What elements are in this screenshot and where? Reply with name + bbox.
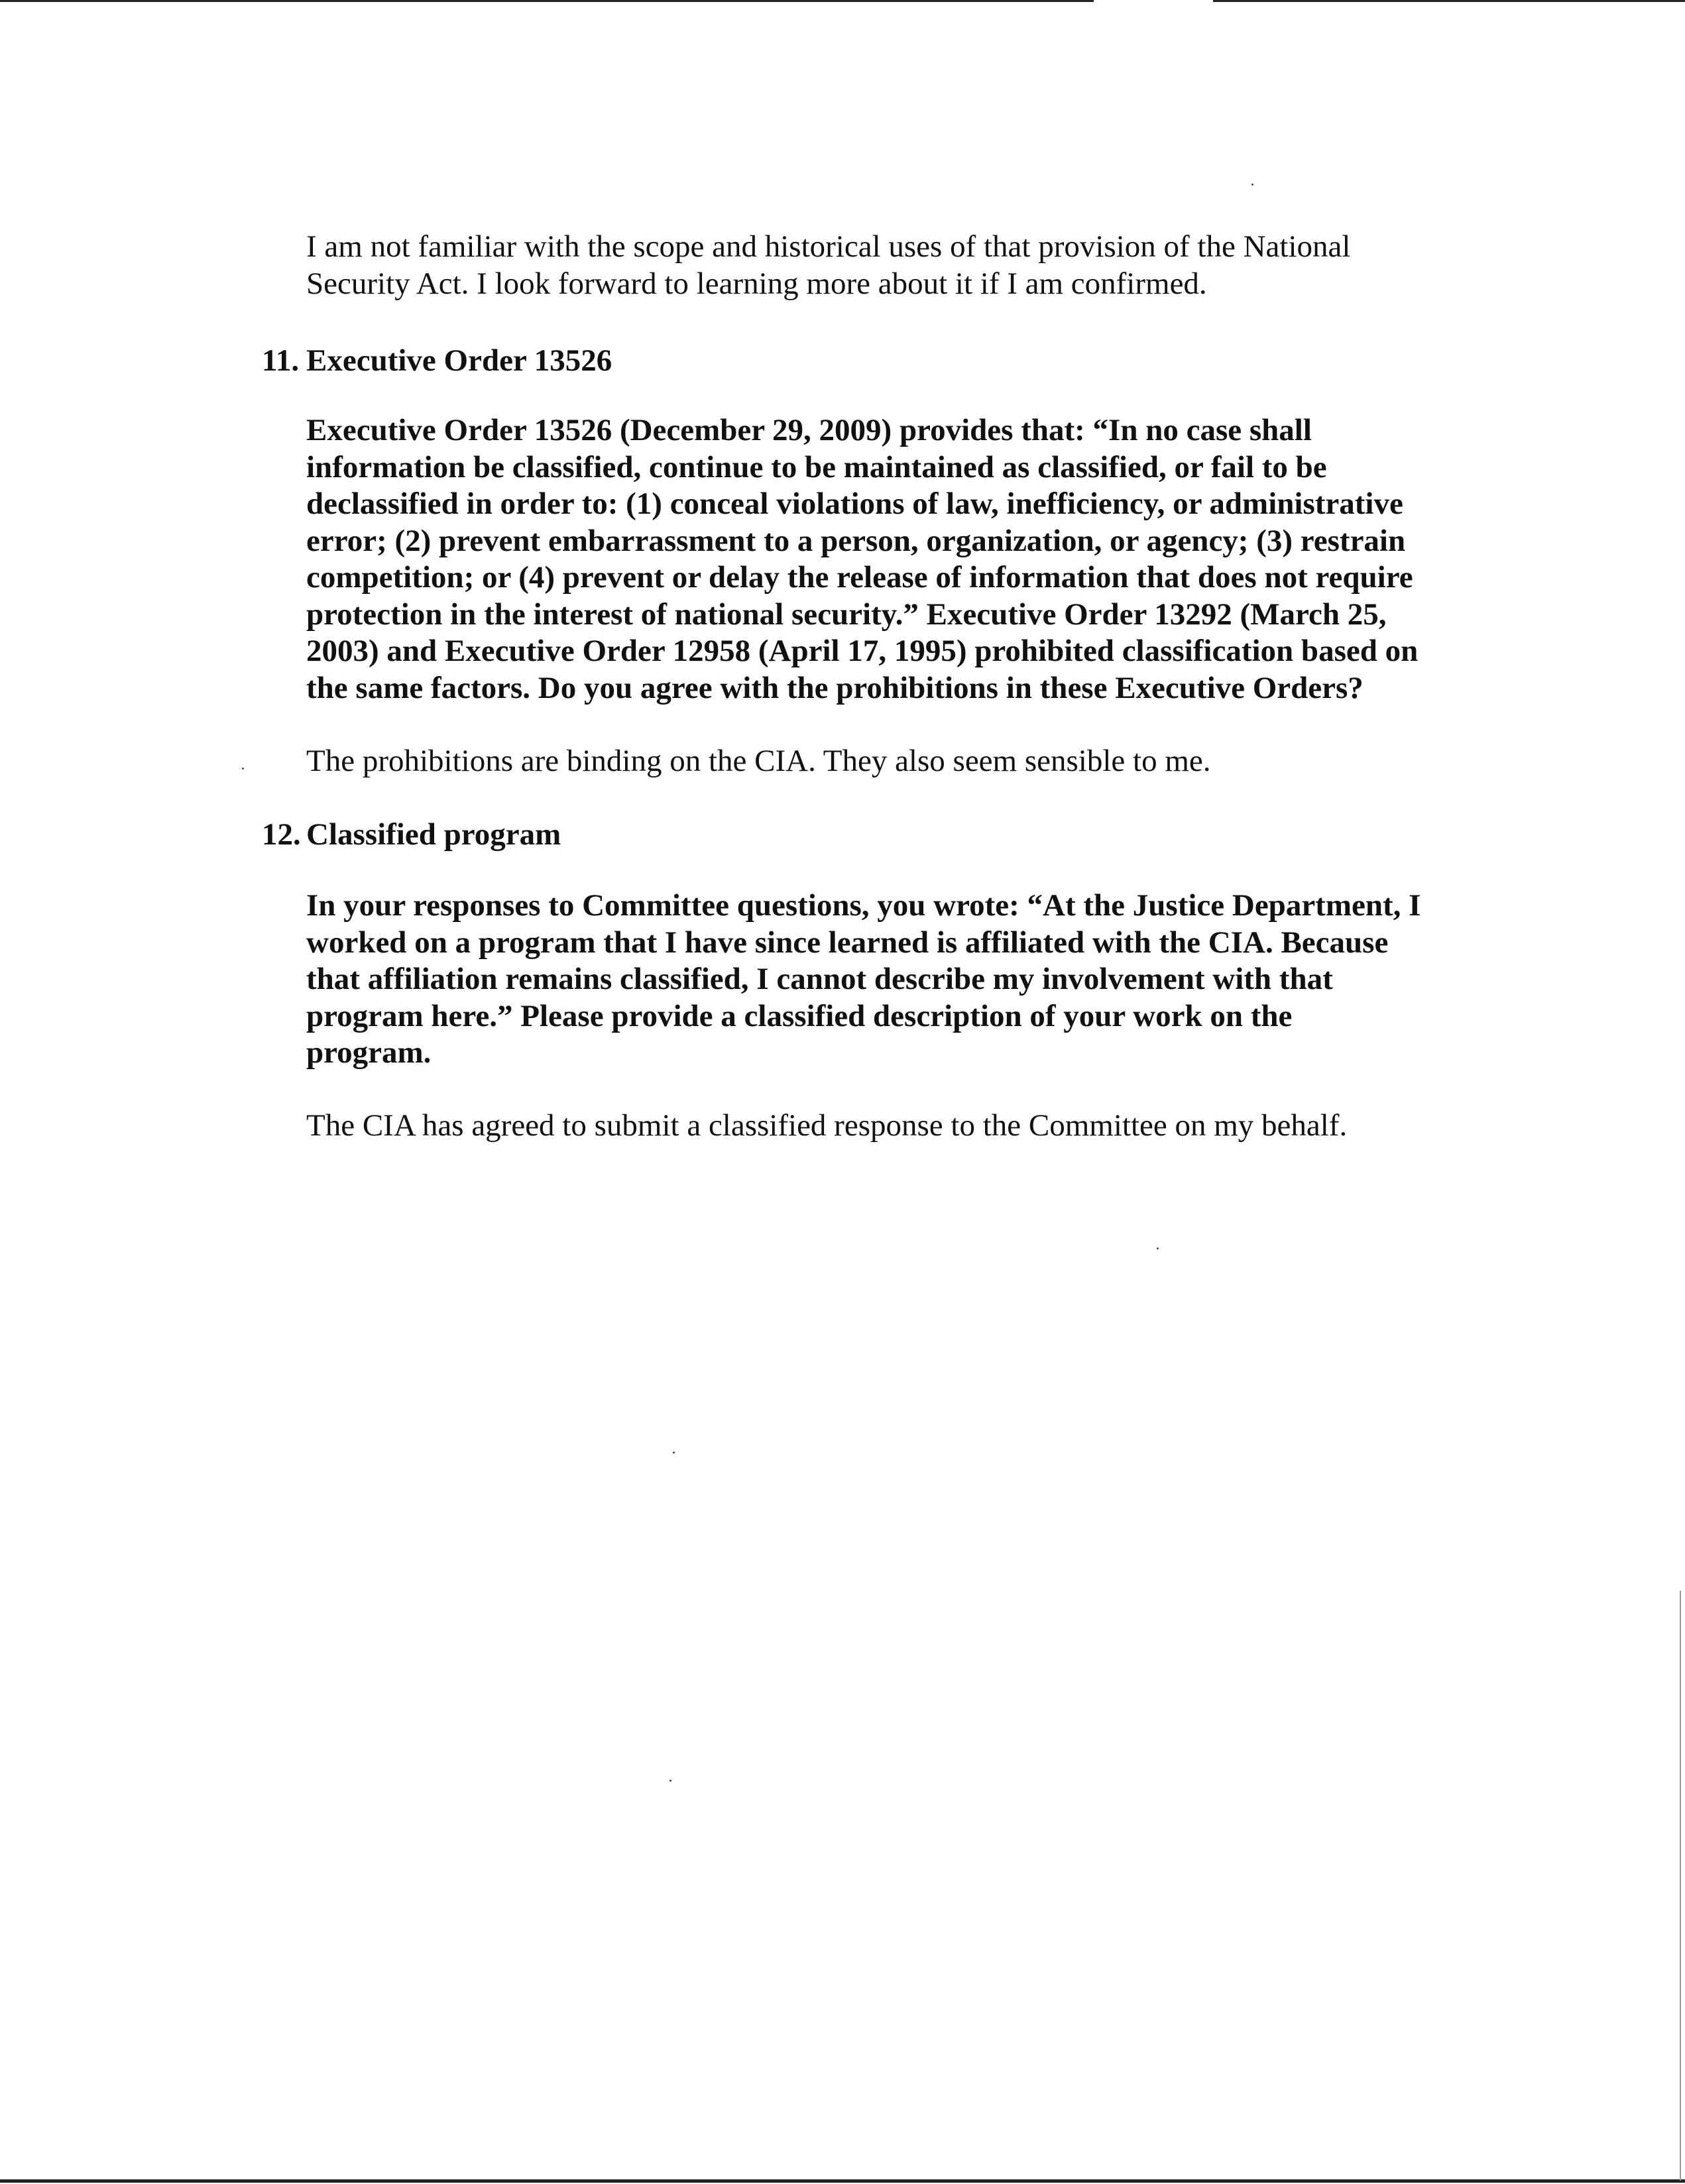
question-paragraph bbox=[306, 412, 1418, 707]
scan-right-edge-line bbox=[1680, 1591, 1681, 2181]
section-heading: Classified program bbox=[306, 817, 561, 852]
text-line: program here.” Please provide a classified description of your work on the bbox=[306, 998, 1293, 1033]
section-heading: Executive Order 13526 bbox=[306, 343, 612, 378]
answer-paragraph bbox=[306, 229, 1350, 302]
text-line: declassified in order to: (1) conceal violations of law, inefficiency, or administrative bbox=[306, 487, 1403, 521]
text-line: In your responses to Committee questions, you wrote: “At the Justice Department, I bbox=[306, 888, 1421, 923]
scan-top-edge-line-right bbox=[1213, 0, 1685, 2]
text-line: that affiliation remains classified, I cannot describe my involvement with that bbox=[306, 962, 1333, 996]
scan-bottom-edge-line bbox=[0, 2179, 1685, 2183]
text-line: protection in the interest of national security.” Executive Order 13292 (March 25, bbox=[306, 597, 1387, 632]
scan-speck bbox=[1251, 184, 1253, 186]
text-line: error; (2) prevent embarrassment to a person, organization, or agency; (3) restrain bbox=[306, 523, 1406, 558]
scan-top-edge-line bbox=[0, 0, 1094, 2]
section-number: 11. bbox=[262, 343, 300, 378]
text-line: Security Act. I look forward to learning more about it if I am confirmed. bbox=[306, 266, 1207, 301]
section-number: 12. bbox=[262, 817, 301, 852]
text-line: competition; or (4) prevent or delay the release of information that does not require bbox=[306, 560, 1413, 595]
scan-speck bbox=[673, 1452, 675, 1454]
scan-speck bbox=[1157, 1247, 1159, 1249]
text-line: program. bbox=[306, 1035, 432, 1070]
text-line: 2003) and Executive Order 12958 (April 17, 1995) prohibited classification based on bbox=[306, 634, 1419, 668]
text-line: Executive Order 13526 (December 29, 2009) provides that: “In no case shall bbox=[306, 413, 1312, 447]
text-line: The CIA has agreed to submit a classified response to the Committee on my behalf. bbox=[306, 1108, 1348, 1143]
text-line: The prohibitions are binding on the CIA. They also seem sensible to me. bbox=[306, 744, 1211, 778]
answer-paragraph bbox=[306, 743, 1211, 780]
text-line: worked on a program that I have since learned is affiliated with the CIA. Because bbox=[306, 925, 1389, 960]
text-line: the same factors. Do you agree with the prohibitions in these Executive Orders? bbox=[306, 670, 1364, 705]
answer-paragraph bbox=[306, 1108, 1347, 1145]
scan-speck bbox=[669, 1780, 671, 1782]
question-paragraph bbox=[306, 888, 1421, 1072]
text-line: I am not familiar with the scope and historical uses of that provision of the National bbox=[306, 229, 1351, 264]
scan-speck bbox=[242, 768, 244, 770]
text-line: information be classified, continue to be maintained as classified, or fail to be bbox=[306, 449, 1327, 485]
